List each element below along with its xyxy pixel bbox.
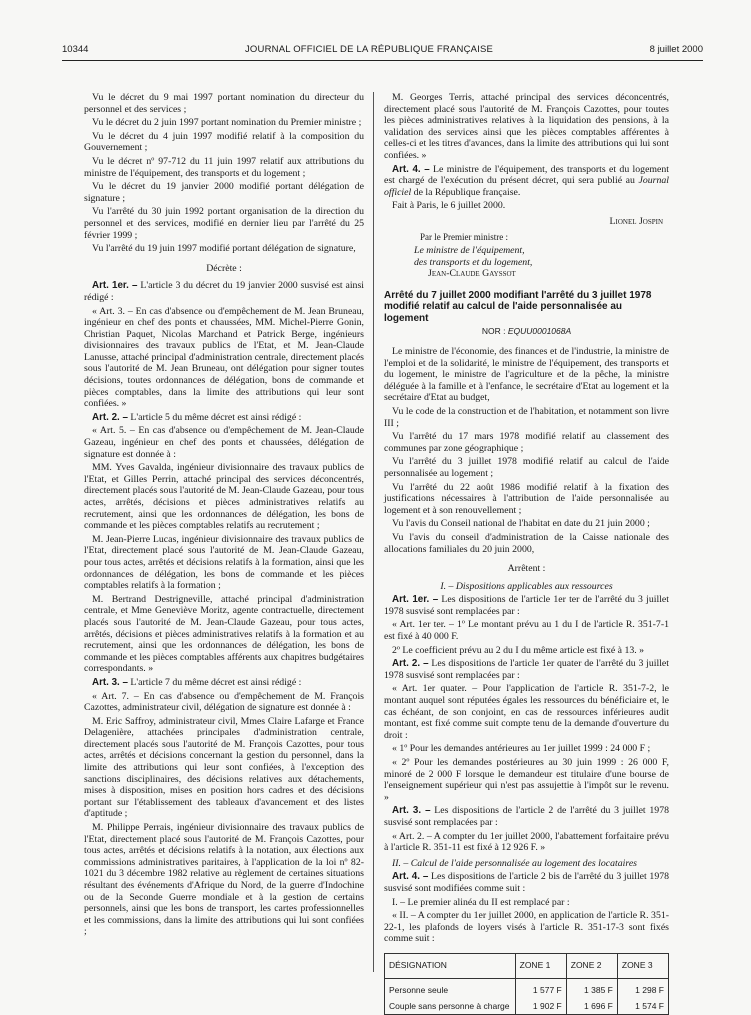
nor-code: EQUU0001068A (507, 326, 572, 337)
visa-paragraph: Le ministre de l'économie, des finances et de l'industrie, la ministre de l'emploi et de la solidarité, le ministre de l'équipement, des transports et du logement, le ministre de l'agriculture et de la pêche, la ministre déléguée à la famille et à l'enfance, le secrétaire d'Etat au logement et la secrétaire d'Etat au budget, (384, 346, 669, 404)
table-row (385, 978, 669, 998)
article-paragraph (84, 594, 364, 675)
visa-paragraph: Vu le décret du 19 janvier 2000 modifié portant délégation de signature ; (84, 181, 364, 204)
article-paragraph (384, 594, 669, 617)
visa-paragraph: Vu le décret du 2 juin 1997 portant nomination du Premier ministre ; (92, 117, 362, 129)
article-text: de la République française. (411, 186, 521, 198)
article-paragraph (384, 683, 669, 741)
article-label: Art. 4. – (392, 163, 430, 175)
signatory-name: Lionel Jospin (609, 215, 663, 227)
table-cell: 1 577 F (515, 978, 566, 998)
article-label: Art. 4. – (392, 871, 429, 883)
article-paragraph (384, 757, 669, 803)
table-cell: Personne seule (385, 978, 516, 998)
right-visas (384, 346, 669, 555)
article-text: I. – Le premier alinéa du II est remplacé par : (392, 896, 570, 908)
article-paragraph (84, 691, 364, 714)
header-rule (62, 60, 703, 61)
right-column (384, 92, 669, 1015)
article-text: Les dispositions de l'article 1er ter de l'arrêté du 3 juillet 1978 susvisé sont remplacées par : (384, 594, 670, 617)
article-text: « Art. 1er ter. – 1º Le montant prévu au 1 du I de l'article R. 351-7-1 est fixé à 40 000 F. (384, 619, 669, 643)
table-row (385, 999, 669, 1015)
article-text: Les dispositions de l'article 2 de l'arrêté du 3 juillet 1978 susvisé sont remplacées par : (384, 805, 669, 828)
right-articles-section-2 (384, 871, 669, 945)
visa-paragraph: Vu le décret du 4 juin 1997 modifié relatif à la composition du Gouvernement ; (84, 130, 364, 154)
article-text: MM. Yves Gavalda, ingénieur divisionnaire des travaux publics de l'Etat, et Gilles Perrin, attaché principal des services déconcentrés, directement placés sous l'autorité de M. Jean-Claude Gazeau, pour tous actes, arrêtés, décisions et pièces administratives relatifs au recrutement, ainsi que les ordonnances de délégation, les bons de commande et les pièces comptables relatifs au recrutement ; (84, 462, 364, 532)
article-paragraph (384, 805, 669, 828)
page-header (62, 42, 703, 56)
article-label: Art. 2. – (92, 411, 128, 423)
table-cell: 1 385 F (566, 978, 617, 998)
journal-title: JOURNAL OFFICIEL DE LA RÉPUBLIQUE FRANÇAISE (244, 43, 494, 55)
article-4-paragraph (384, 164, 669, 199)
column-header: ZONE 3 (617, 953, 668, 978)
visa-paragraph: Vu l'avis du Conseil national de l'habitat en date du 21 juin 2000 ; (392, 518, 650, 530)
article-label: Art. 3. – (92, 676, 128, 688)
article-text: L'article 7 du même décret est ainsi rédigé : (127, 676, 302, 688)
table-cell: 1 696 F (566, 999, 617, 1015)
left-articles (84, 280, 364, 938)
article-text: « Art. 7. – En cas d'absence ou d'empêchement de M. François Cazottes, administrateur civil, délégation de signature est donnée à : (84, 690, 364, 714)
article-text: « II. – A compter du 1er juillet 2000, en application de l'article R. 351-22-1, les plafonds de loyers visés à l'article R. 351-17-3 sont fixés comme suit : (384, 910, 669, 945)
article-text: « Art. 3. – En cas d'absence ou d'empêchement de M. Jean Bruneau, ingénieur en chef des ponts et chaussées, MM. Michel-Pierre Gonin, Christian Paquet, Nicolas Marchand et Patrick Berge, ingénieurs divisionnaires des travaux publics de l'Etat, et M. Jean-Claude Lanusse, attaché principal d'administration centrale, directement placés sous l'autorité de M. Jean Bruneau, ont délégation pour signer toutes décisions, toutes ordonnances de délégation, bons de commande et pièces comptables, dans la limite des attributions qui leur sont confiées. » (84, 305, 364, 410)
article-text: M. Philippe Perrais, ingénieur divisionnaire des travaux publics de l'Etat, directement placé sous l'autorité de M. François Cazottes, pour tous actes, arrêtés et décisions relatifs à la notation, aux élections aux commissions administratives paritaires, à l'application de la loi nº 82-1021 du 3 décembre 1982 relative au règlement de certaines situations résultant des événements d'Afrique du Nord, de la guerre d'Indochine ou de la Seconde Guerre mondiale et à la gestion de certains personnels, ainsi que les bons de transport, les cartes professionnelles et les commissions, dans la limite des attributions qui lui sont confiées ; (84, 822, 364, 938)
arretent-heading: Arrêtent : (507, 563, 546, 575)
visa-paragraph: Vu le décret nº 97-712 du 11 juin 1997 relatif aux attributions du ministre de l'équipement, des transports et du logement ; (84, 155, 364, 179)
article-label: Art. 1er. – (92, 280, 138, 292)
nor-label: NOR : (481, 326, 508, 337)
minister-role-line: Le ministre de l'équipement, (414, 245, 525, 257)
nor-reference (384, 326, 669, 338)
article-paragraph (84, 534, 364, 592)
article-paragraph (84, 280, 364, 303)
article-text: 2º Le coefficient prévu au 2 du I du même article est fixé à 13. » (392, 644, 645, 656)
countersignature (414, 232, 669, 280)
article-text: « Art. 1er quater. – Pour l'application de l'article R. 351-7-2, le montant auquel sont réputées égales les ressources du bénéficiaire et, le cas échéant, de son conjoint, en cas de ressources inférieures audit montant, est fixé comme suit compte tenu de la demande d'ouverture du droit : (384, 683, 669, 741)
fait-a-paris: Fait à Paris, le 6 juillet 2000. (392, 200, 506, 212)
page-number: 10344 (62, 43, 89, 55)
section-1-text: I. – Dispositions applicables aux ressources (440, 580, 613, 592)
article-text: Les dispositions de l'article 2 bis de l'arrêté du 3 juillet 1978 susvisé sont modifiées comme suit : (384, 871, 670, 894)
section-2-heading (384, 858, 669, 870)
continuation-paragraph: M. Georges Terris, attaché principal des services déconcentrés, directement placé sous l'autorité de M. François Cazottes, pour toutes les pièces administratives relatives à la liquidation des pensions, à la validation des services ainsi que les pièces comptables afférentes à celles-ci et les titres d'avances, dans la limite des attributions qui lui sont confiées. » (384, 92, 669, 161)
article-paragraph (384, 743, 669, 755)
section-1-heading (384, 581, 669, 593)
article-text: M. Bertrand Destrigneville, attaché principal d'administration centrale, et Mme Geneviève Moritz, agente contractuelle, directement placés sous l'autorité de M. Jean-Claude Gazeau, pour tous actes, arrêtés, décisions et pièces administratives relatifs à la formation et au recrutement, ainsi que les ordonnances de délégation, les bons de commande et les pièces comptables afférents aux chapitres budgétaires correspondants. » (84, 593, 364, 675)
article-paragraph (84, 822, 364, 938)
visa-paragraph: Vu l'arrêté du 3 juillet 1978 modifié relatif au calcul de l'aide personnalisée au logement ; (384, 456, 669, 479)
article-label: Art. 1er. – (392, 594, 439, 606)
column-header: DÉSIGNATION (385, 953, 516, 978)
article-paragraph (84, 677, 364, 689)
arrete-title: Arrêté du 7 juillet 2000 modifiant l'arrêté du 3 juillet 1978 modifié relatif au calcul de l'aide personnalisée au logement (384, 289, 652, 324)
table-cell: 1 902 F (515, 999, 566, 1015)
minister-role-line: des transports et du logement, (414, 256, 533, 268)
visa-paragraph: Vu l'arrêté du 19 juin 1997 modifié portant délégation de signature, (92, 243, 356, 255)
column-divider (373, 92, 374, 972)
table-cell: Couple sans personne à charge (385, 999, 516, 1015)
section-2-text: II. – Calcul de l'aide personnalisée au logement des locataires (392, 857, 637, 869)
article-text: L'article 5 du même décret est ainsi rédigé : (127, 411, 302, 423)
left-column (84, 92, 364, 940)
article-label: Art. 2. – (392, 658, 429, 670)
article-text: M. Jean-Pierre Lucas, ingénieur divisionnaire des travaux publics de l'Etat, directement placé sous l'autorité de M. Jean-Claude Gazeau, pour tous actes, arrêtés et décisions relatifs à la formation, ainsi que les ordonnances de délégation, les bons de commande et les pièces comptables relatifs à la formation ; (84, 533, 364, 592)
article-text: M. Eric Saffroy, administrateur civil, Mmes Claire Lafarge et France Delagenière, attachées principales d'administration centrale, directement placés sous l'autorité de M. François Cazottes, pour tous actes, arrêtés et décisions concernant la gestion du personnel, dans la limite des attributions qui leur sont confiées, à l'exception des sanctions disciplinaires, des décisions relatives aux détachements, mises à disposition, mises en position hors cadres et des décisions portant sur l'établissement des tableaux d'avancement et des listes d'aptitude ; (84, 715, 364, 820)
article-paragraph (84, 716, 364, 820)
table-header-row (385, 953, 669, 978)
article-paragraph (384, 658, 669, 681)
article-paragraph (384, 910, 669, 945)
article-text: L'article 3 du décret du 19 janvier 2000 susvisé est ainsi rédigé : (84, 280, 364, 303)
article-paragraph (84, 306, 364, 410)
article-paragraph (84, 462, 364, 532)
article-paragraph (384, 897, 669, 909)
visa-paragraph: Vu l'arrêté du 22 août 1986 modifié relatif à la fixation des justifications nécessaires à l'attribution de l'aide personnalisée au logement et à son renouvellement ; (384, 481, 669, 516)
visa-paragraph: Vu l'arrêté du 30 juin 1992 portant organisation de la direction du personnel et des services, modifié en dernier lieu par l'arrêté du 25 février 1999 ; (84, 206, 364, 241)
decrete-heading: Décrète : (206, 262, 242, 274)
rent-ceiling-table (384, 953, 669, 1015)
issue-date: 8 juillet 2000 (649, 43, 703, 55)
visa-paragraph: Vu le code de la construction et de l'habitation, et notamment son livre III ; (384, 405, 669, 429)
minister-name: Jean-Claude Gayssot (428, 268, 516, 280)
visa-paragraph: Vu l'avis du conseil d'administration de la Caisse nationale des allocations familiales du 20 juin 2000, (384, 531, 669, 555)
article-text: « Art. 2. – A compter du 1er juillet 2000, l'abattement forfaitaire prévu à l'article R. 351-11 est fixé à 12 926 F. » (384, 830, 669, 854)
table-cell: 1 574 F (617, 999, 668, 1015)
column-header: ZONE 2 (566, 953, 617, 978)
article-text: Le ministre de l'équipement, des transports et du logement est chargé de l'exécution du présent décret, qui sera publié au (384, 163, 670, 187)
article-text: « 1º Pour les demandes antérieures au 1er juillet 1999 : 24 000 F ; (392, 743, 651, 755)
par-le-premier-ministre: Par le Premier ministre : (420, 231, 508, 242)
table-cell: 1 298 F (617, 978, 668, 998)
article-text: « Art. 5. – En cas d'absence ou d'empêchement de M. Jean-Claude Gazeau, ingénieur en chef des ponts et chaussées, délégation de signature est donnée à : (84, 425, 364, 460)
article-paragraph (384, 871, 669, 894)
left-visas (84, 92, 364, 255)
article-paragraph (84, 425, 364, 460)
article-paragraph (384, 645, 669, 657)
article-text: Les dispositions de l'article 1er quater de l'arrêté du 3 juillet 1978 susvisé sont remplacées par : (384, 658, 669, 681)
article-paragraph (384, 831, 669, 854)
article-paragraph (84, 412, 364, 424)
article-text: « 2º Pour les demandes postérieures au 30 juin 1999 : 26 000 F, minoré de 2 000 F lorsque le demandeur est titulaire d'une bourse de l'enseignement supérieur qui n'est pas assujettie à l'impôt sur le revenu. » (384, 757, 669, 803)
journal-officiel-reference: Journal officiel (384, 175, 669, 198)
visa-paragraph: Vu l'arrêté du 17 mars 1978 modifié relatif au classement des communes par zone géographique ; (384, 431, 669, 454)
article-paragraph (384, 619, 669, 642)
right-articles-section-1 (384, 594, 669, 853)
article-label: Art. 3. – (392, 805, 431, 817)
visa-paragraph: Vu le décret du 9 mai 1997 portant nomination du directeur du personnel et des services ; (84, 92, 364, 115)
column-header: ZONE 1 (515, 953, 566, 978)
